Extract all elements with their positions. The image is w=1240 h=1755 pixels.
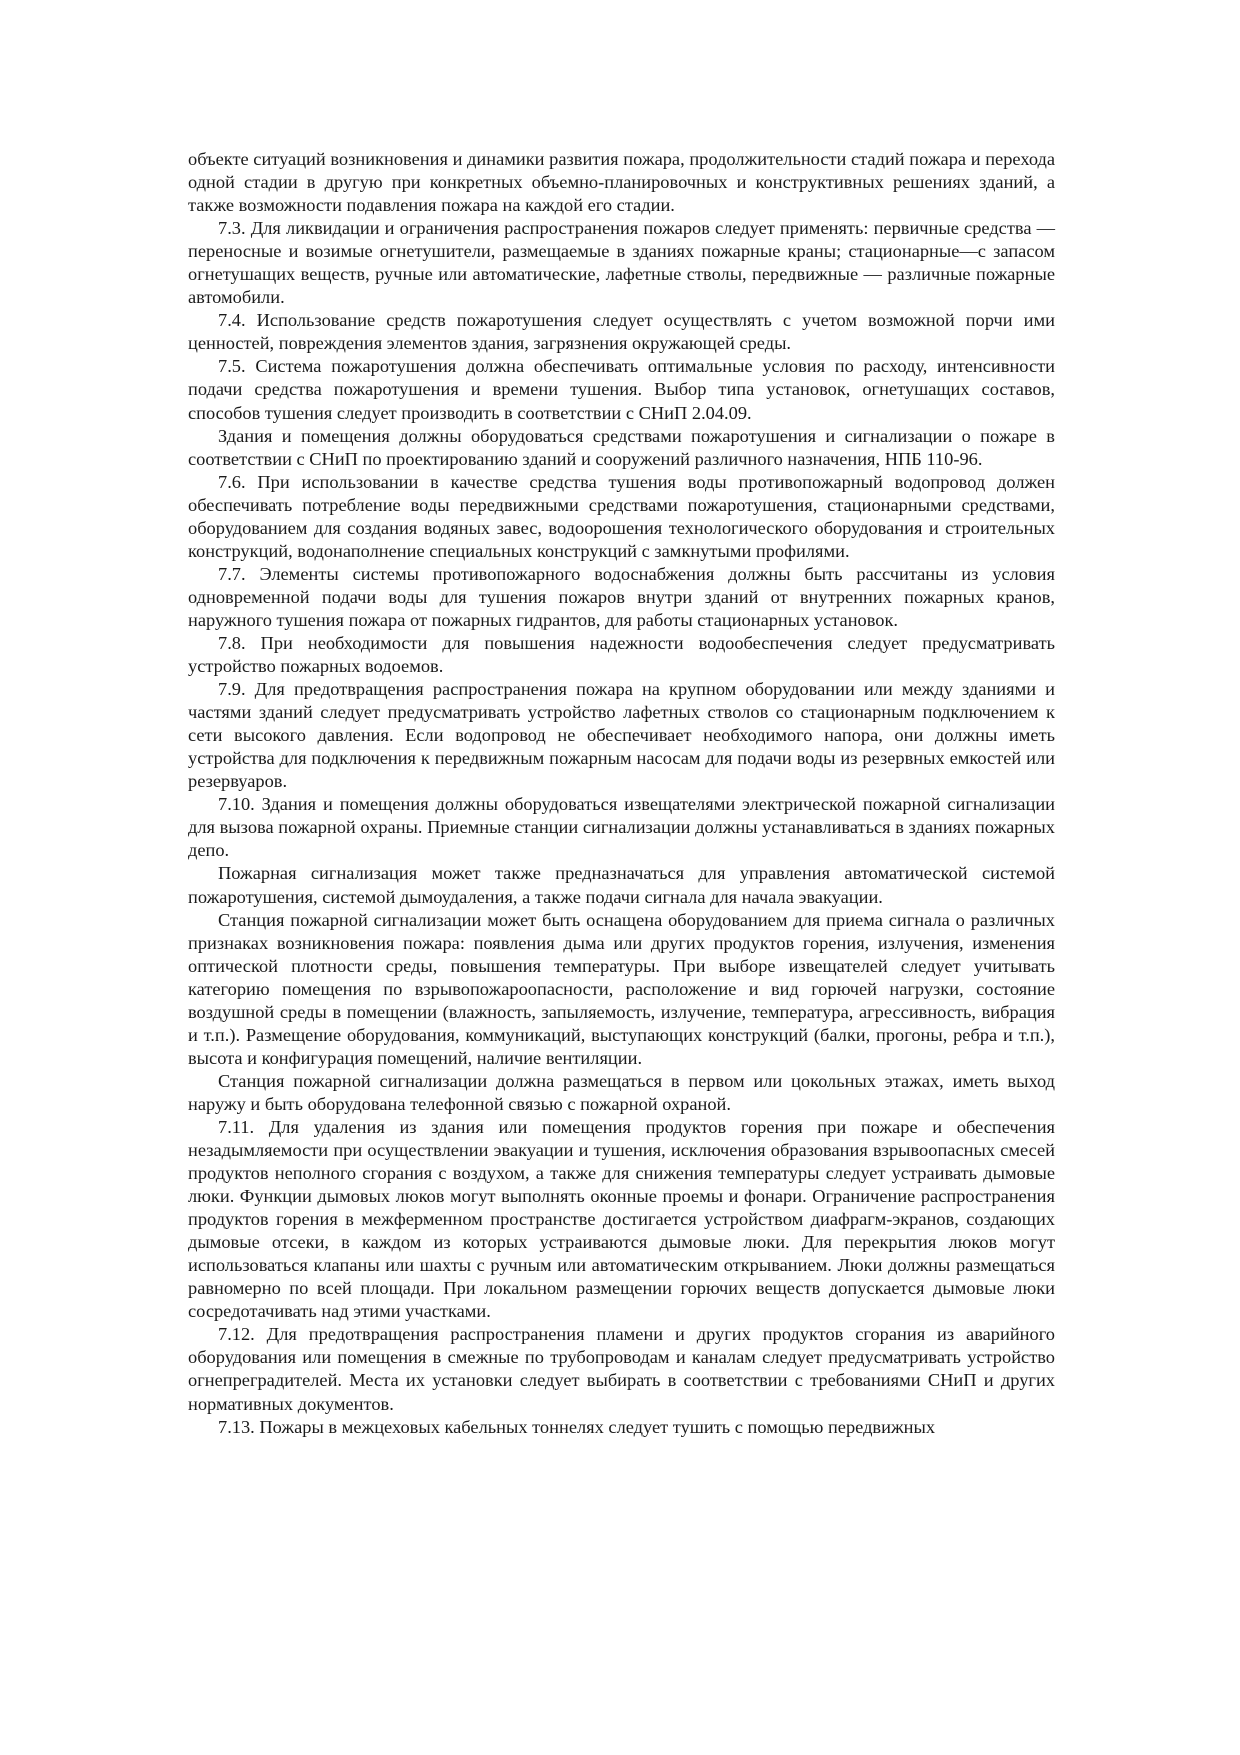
paragraph-7-10-station-placement: Станция пожарной сигнализации должна размещаться в первом или цокольных этажах, иметь выход наружу и быть оборудована телефонной связью с пожарной охраной. (188, 1070, 1055, 1114)
paragraph-7-6: 7.6. При использовании в качестве средства тушения воды противопожарный водопровод должен обеспечивать потребление воды передвижными средствами пожаротушения, стационарными средствами, оборудованием для создания водяных завес, водоорошения технологического оборудования и строительных конструкций, водонаполнение специальных конструкций с замкнутыми профилями. (188, 471, 1055, 561)
paragraph-1: объекте ситуаций возникновения и динамики развития пожара, продолжительности стадий пожара и перехода одной стадии в другую при конкретных объемно-планировочных и конструктивных решениях зданий, а также возможности подавления пожара на каждой его стадии. (188, 149, 1055, 216)
paragraph-7-10: 7.10. Здания и помещения должны оборудоваться извещателями электрической пожарной сигнализации для вызова пожарной охраны. Приемные станции сигнализации должны устанавливаться в зданиях пожарных депо. (188, 794, 1055, 861)
paragraph-7-5-buildings: Здания и помещения должны оборудоваться средствами пожаротушения и сигнализации о пожаре в соответствии с СНиП по проектированию зданий и сооружений различного назначения, НПБ 110-96. (188, 425, 1055, 469)
paragraph-7-7: 7.7. Элементы системы противопожарного водоснабжения должны быть рассчитаны из условия одновременной подачи воды для тушения пожаров внутри зданий от внутренних пожарных кранов, наружного тушения пожара от пожарных гидрантов, для работы стационарных установок. (188, 563, 1055, 630)
paragraph-7-12: 7.12. Для предотвращения распространения пламени и других продуктов сгорания из аварийного оборудования или помещения в смежные по трубопроводам и каналам следует предусматривать устройство огнепреградителей. Места их установки следует выбирать в соответствии с требованиями СНиП и других нормативных документов. (188, 1324, 1055, 1414)
paragraph-7-4: 7.4. Использование средств пожаротушения следует осуществлять с учетом возможной порчи ими ценностей, повреждения элементов здания, загрязнения окружающей среды. (188, 310, 1055, 354)
paragraph-7-3: 7.3. Для ликвидации и ограничения распространения пожаров следует применять: первичные средства — переносные и возимые огнетушители, размещаемые в зданиях пожарные краны; стационарные—с запасом огнетушащих веществ, ручные или автоматические, лафетные стволы, передвижные — различные пожарные автомобили. (188, 218, 1055, 308)
paragraph-7-9: 7.9. Для предотвращения распространения пожара на крупном оборудовании или между зданиями и частями зданий следует предусматривать устройство лафетных стволов со стационарным подключением к сети высокого давления. Если водопровод не обеспечивает необходимого напора, они должны иметь устройства для подключения к передвижным пожарным насосам для подачи воды из резервных емкостей или резервуаров. (188, 679, 1055, 792)
paragraph-7-11: 7.11. Для удаления из здания или помещения продуктов горения при пожаре и обеспечения незадымляемости при осуществлении эвакуации и тушения, исключения образования взрывоопасных смесей продуктов неполного сгорания с воздухом, а также для снижения температуры следует устраивать дымовые люки. Функции дымовых люков могут выполнять оконные проемы и фонари. Ограничение распространения продуктов горения в межферменном пространстве достигается устройством диафрагм-экранов, создающих дымовые отсеки, в каждом из которых устраиваются дымовые люки. Для перекрытия люков могут использоваться клапаны или шахты с ручным или автоматическим открыванием. Люки должны размещаться равномерно по всей площади. При локальном размещении горючих веществ допускается дымовые люки сосредотачивать над этими участками. (188, 1116, 1055, 1322)
paragraph-7-8: 7.8. При необходимости для повышения надежности водообеспечения следует предусматривать устройство пожарных водоемов. (188, 632, 1055, 677)
paragraph-7-10-station-equipment: Станция пожарной сигнализации может быть оснащена оборудованием для приема сигнала о различных признаках возникновения пожара: появления дыма или других продуктов горения, излучения, изменения оптической плотности среды, повышения температуры. При выборе извещателей следует учитывать категорию помещения по взрывопожароопасности, расположение и вид горючей нагрузки, состояние воздушной среды в помещении (влажность, запыляемость, излучение, температура, агрессивность, вибрация и т.п.). Размещение оборудования, коммуникаций, выступающих конструкций (балки, прогоны, ребра и т.п.), высота и конфигурация помещений, наличие вентиляции. (188, 909, 1055, 1068)
paragraph-7-13: 7.13. Пожары в межцеховых кабельных тоннелях следует тушить с помощью передвижных (218, 1416, 936, 1437)
paragraph-7-10-alarm: Пожарная сигнализация может также предназначаться для управления автоматической системой пожаротушения, системой дымоудаления, а также подачи сигнала для начала эвакуации. (188, 863, 1055, 907)
paragraph-7-5: 7.5. Система пожаротушения должна обеспечивать оптимальные условия по расходу, интенсивности подачи средства пожаротушения и времени тушения. Выбор типа установок, огнетушащих составов, способов тушения следует производить в соответствии с СНиП 2.04.09. (188, 356, 1055, 423)
document-page (188, 148, 1055, 1439)
